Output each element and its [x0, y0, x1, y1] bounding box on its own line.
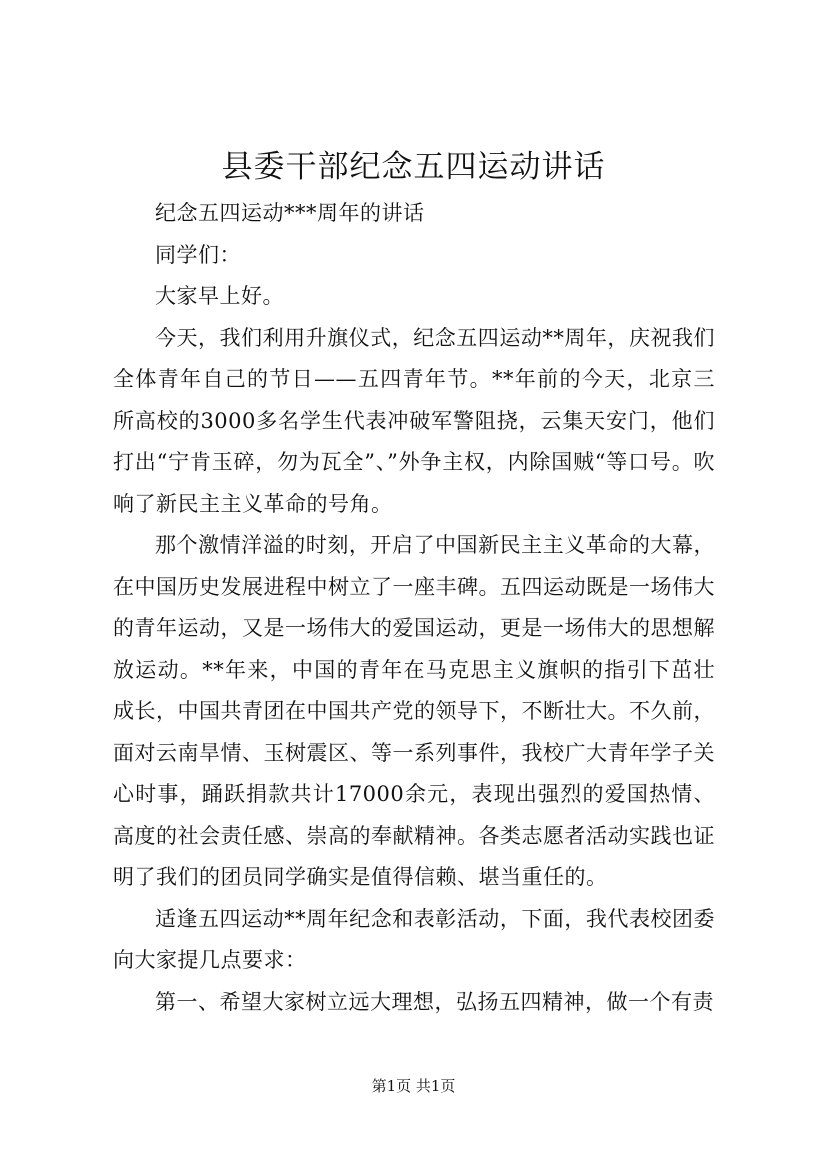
document-title: 县委干部纪念五四运动讲话: [221, 149, 606, 185]
body-paragraph: 今天，我们利用升旗仪式，纪念五四运动**周年，庆祝我们全体青年自己的节日——五四青年节。**年前的今天，北京三所高校的3000多名学生代表冲破军警阻挠，云集天安门，他们打出“宁肯玉碎，勿为瓦全”、”外争主权，内除国贼“等口号。吹响了新民主主义革命的号角。: [113, 325, 715, 516]
document-body: [113, 193, 715, 1023]
page-footer: 第1页 共1页: [371, 1077, 456, 1095]
salutation-paragraph: 同学们：: [155, 242, 241, 267]
body-paragraph: 那个激情洋溢的时刻，开启了中国新民主主义革命的大幕，在中国历史发展进程中树立了一座丰碑。五四运动既是一场伟大的青年运动，又是一场伟大的爱国运动，更是一场伟大的思想解放运动。**年来，中国的青年在马克思主义旗帜的指引下茁壮成长，中国共青团在中国共产党的领导下，不断壮大。不久前，面对云南旱情、玉树震区、等一系列事件，我校广大青年学子关心时事，踊跃捐款共计17000余元，表现出强烈的爱国热情、高度的社会责任感、崇高的奉献精神。各类志愿者活动实践也证明了我们的团员同学确实是值得信赖、堪当重任的。: [113, 533, 715, 889]
body-paragraph: 适逢五四运动**周年纪念和表彰活动，下面，我代表校团委向大家提几点要求：: [113, 906, 715, 972]
greeting-paragraph: 大家早上好。: [155, 284, 284, 308]
subtitle-paragraph: 纪念五四运动***周年的讲话: [155, 201, 425, 225]
body-paragraph: 第一、希望大家树立远大理想，弘扬五四精神，做一个有责: [155, 989, 714, 1014]
